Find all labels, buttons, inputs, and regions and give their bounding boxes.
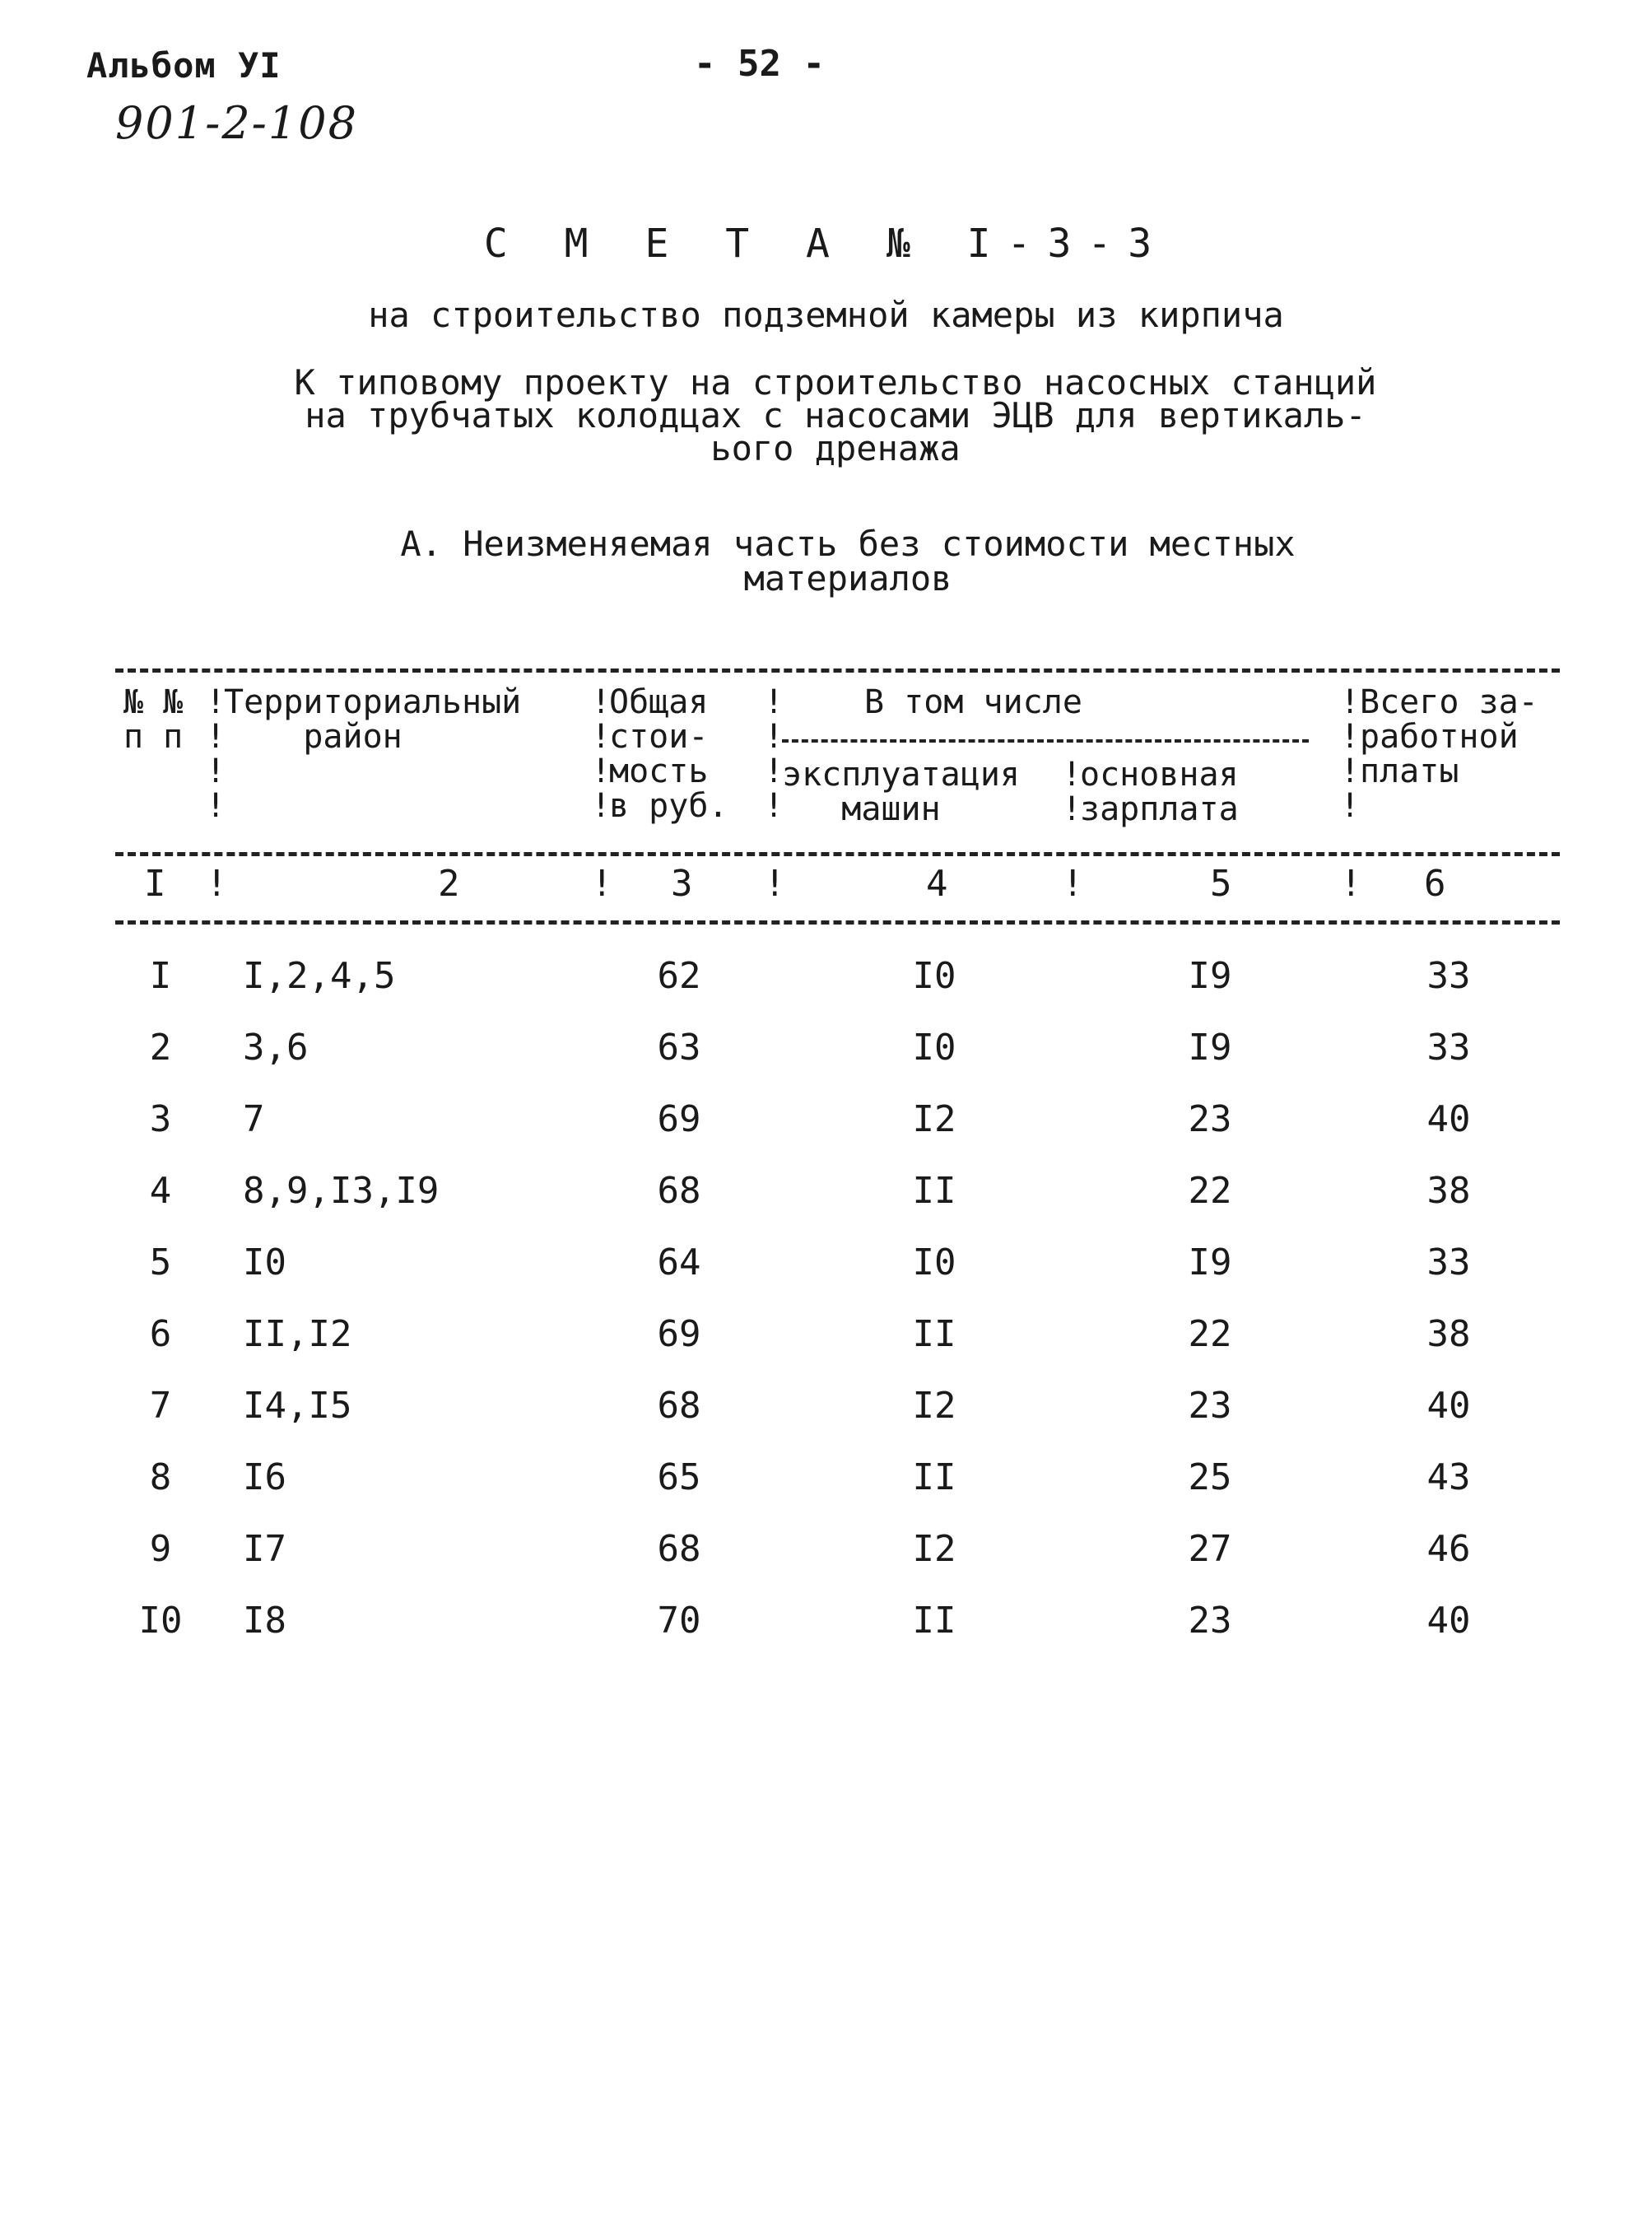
column-number: 6	[1424, 863, 1446, 905]
cell-region: I7	[243, 1528, 286, 1570]
cell-machines: II	[912, 1456, 956, 1498]
cell-number: I0	[138, 1600, 183, 1642]
column-number-rule	[115, 920, 1560, 925]
cell-wages: 40	[1426, 1385, 1471, 1427]
cell-region: I6	[243, 1456, 286, 1498]
separator: ! ! ! !	[764, 683, 784, 825]
cell-salary: I9	[1188, 1027, 1232, 1069]
separator: ! ! ! !	[1340, 683, 1361, 825]
cell-region: 3,6	[243, 1027, 309, 1069]
separator: ! ! ! !	[206, 683, 226, 825]
cell-total: 64	[657, 1241, 701, 1283]
document-subtitle: на строительство подземной камеры из кирпича	[368, 295, 1284, 335]
album-label: Альбом УI	[86, 45, 282, 86]
cell-number: 7	[149, 1385, 172, 1427]
table-row	[0, 1241, 1652, 1291]
table-row	[0, 1098, 1652, 1148]
cell-salary: 23	[1188, 1385, 1232, 1427]
separator: !	[1062, 863, 1084, 905]
cell-region: I,2,4,5	[243, 955, 396, 997]
cell-salary: 23	[1188, 1600, 1232, 1642]
cell-machines: II	[912, 1170, 956, 1212]
cell-number: 2	[149, 1027, 172, 1069]
cell-salary: 27	[1188, 1528, 1232, 1570]
cell-region: I8	[243, 1600, 286, 1642]
header-col1: № № п п	[123, 683, 184, 756]
cell-machines: I0	[912, 1241, 956, 1283]
separator: !	[764, 863, 786, 905]
header-col4: эксплуатация машин	[782, 756, 1020, 828]
separator: !	[1340, 863, 1362, 905]
cell-number: 4	[149, 1170, 172, 1212]
cell-wages: 33	[1426, 955, 1471, 997]
column-number: 5	[1210, 863, 1232, 905]
document-title: С М Е Т А № I-3-3	[483, 221, 1169, 267]
page-number: - 52 -	[694, 43, 825, 85]
table-row	[0, 955, 1652, 1004]
separator: ! !	[1062, 756, 1082, 828]
cell-machines: I2	[912, 1385, 956, 1427]
project-line: на трубчатых колодцах с насосами ЭЦВ для вертикаль-	[305, 394, 1366, 436]
cell-wages: 40	[1426, 1600, 1471, 1642]
table-row	[0, 1385, 1652, 1434]
table-row	[0, 1528, 1652, 1577]
cell-total: 68	[657, 1385, 701, 1427]
table-row	[0, 1313, 1652, 1363]
cell-total: 62	[657, 955, 701, 997]
cell-machines: I2	[912, 1528, 956, 1570]
handwritten-number: 901-2-108	[115, 97, 358, 149]
cell-wages: 38	[1426, 1170, 1471, 1212]
table-row	[0, 1456, 1652, 1506]
section-heading	[354, 524, 1342, 599]
cell-total: 69	[657, 1098, 701, 1140]
project-description	[239, 362, 1432, 468]
cell-machines: II	[912, 1313, 956, 1355]
cell-salary: I9	[1188, 1241, 1232, 1283]
cell-wages: 33	[1426, 1027, 1471, 1069]
header-col6: Всего за- работной платы	[1360, 683, 1538, 790]
header-col2: Территориальный район	[224, 683, 522, 756]
cell-total: 68	[657, 1170, 701, 1212]
section-line: материалов	[743, 558, 952, 599]
project-line: ього дренажа	[710, 427, 961, 468]
header-col5: основная зарплата	[1080, 756, 1239, 828]
cell-machines: I0	[912, 955, 956, 997]
cell-salary: I9	[1188, 955, 1232, 997]
separator: !	[206, 863, 228, 905]
cell-salary: 22	[1188, 1170, 1232, 1212]
cell-wages: 33	[1426, 1241, 1471, 1283]
cell-wages: 38	[1426, 1313, 1471, 1355]
cell-number: I	[149, 955, 172, 997]
table-top-rule	[115, 668, 1560, 673]
cell-machines: I2	[912, 1098, 956, 1140]
cell-number: 3	[149, 1098, 172, 1140]
header-group: В том числе	[864, 683, 1082, 721]
cell-region: 8,9,I3,I9	[243, 1170, 440, 1212]
cell-salary: 23	[1188, 1098, 1232, 1140]
cell-salary: 25	[1188, 1456, 1232, 1498]
cell-region: 7	[243, 1098, 265, 1140]
cell-number: 8	[149, 1456, 172, 1498]
table-row	[0, 1027, 1652, 1076]
cell-number: 6	[149, 1313, 172, 1355]
header-col3: Общая стои- мость в руб.	[609, 683, 728, 825]
column-number: 3	[671, 863, 693, 905]
table-row	[0, 1170, 1652, 1219]
cell-total: 70	[657, 1600, 701, 1642]
column-number: 2	[438, 863, 460, 905]
group-rule	[782, 739, 1309, 743]
section-line: А. Неизменяемая часть без стоимости местных	[400, 524, 1296, 564]
cell-number: 5	[149, 1241, 172, 1283]
cell-number: 9	[149, 1528, 172, 1570]
column-number: 4	[926, 863, 948, 905]
cell-region: II,I2	[243, 1313, 352, 1355]
cell-machines: II	[912, 1600, 956, 1642]
table-row	[0, 1600, 1652, 1649]
separator: ! ! ! !	[591, 683, 612, 825]
cell-region: I4,I5	[243, 1385, 352, 1427]
cell-total: 65	[657, 1456, 701, 1498]
separator: !	[591, 863, 613, 905]
cell-total: 68	[657, 1528, 701, 1570]
cell-wages: 46	[1426, 1528, 1471, 1570]
cell-region: I0	[243, 1241, 286, 1283]
column-number: I	[144, 863, 166, 905]
cell-wages: 40	[1426, 1098, 1471, 1140]
cell-machines: I0	[912, 1027, 956, 1069]
header-rule	[115, 852, 1560, 856]
cell-total: 63	[657, 1027, 701, 1069]
project-line: К типовому проекту на строительство насосных станций	[294, 362, 1377, 403]
cell-wages: 43	[1426, 1456, 1471, 1498]
cell-salary: 22	[1188, 1313, 1232, 1355]
cell-total: 69	[657, 1313, 701, 1355]
